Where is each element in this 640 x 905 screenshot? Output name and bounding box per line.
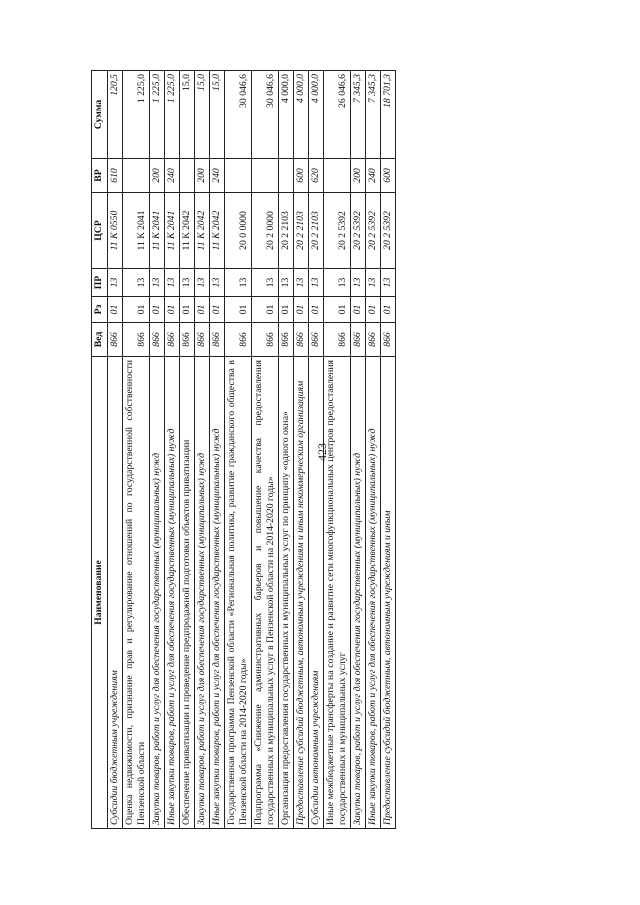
cell-pr: 13 <box>279 269 294 297</box>
cell-rz: 01 <box>381 297 396 323</box>
cell-csr: 20 2 5392 <box>324 193 351 269</box>
cell-ved: 866 <box>294 323 309 357</box>
cell-ved: 866 <box>225 323 252 357</box>
cell-vr: 600 <box>294 159 309 193</box>
cell-ved: 866 <box>381 323 396 357</box>
cell-vr <box>252 159 279 193</box>
table-row <box>150 71 165 829</box>
cell-pr: 13 <box>108 269 123 297</box>
cell-vr: 240 <box>210 159 225 193</box>
cell-name: Оценка недвижимости, признание прав и регулирование отношений по государственной собственности Пензенской области <box>123 357 150 829</box>
table-row <box>366 71 381 829</box>
cell-csr: 20 2 2103 <box>294 193 309 269</box>
cell-csr: 11 К 2041 <box>165 193 180 269</box>
table-row <box>279 71 294 829</box>
cell-csr: 20 2 2103 <box>279 193 294 269</box>
cell-sum: 30 046,6 <box>252 71 279 159</box>
cell-vr <box>279 159 294 193</box>
cell-vr: 200 <box>351 159 366 193</box>
table-body <box>108 71 396 829</box>
cell-ved: 866 <box>123 323 150 357</box>
cell-ved: 866 <box>366 323 381 357</box>
cell-rz: 01 <box>165 297 180 323</box>
cell-rz: 01 <box>351 297 366 323</box>
cell-name: Закупка товаров, работ и услуг для обеспечения государственных (муниципальных) нужд <box>150 357 165 829</box>
cell-name: Организация предоставления государственных и муниципальных услуг по принципу «одного окна» <box>279 357 294 829</box>
cell-ved: 866 <box>324 323 351 357</box>
cell-name: Закупка товаров, работ и услуг для обеспечения государственных (муниципальных) нужд <box>195 357 210 829</box>
table-row <box>210 71 225 829</box>
cell-name: Предоставление субсидий бюджетным, автономным учреждениям и иным некоммерческим организациям <box>294 357 309 829</box>
cell-pr: 13 <box>381 269 396 297</box>
table-row <box>225 71 252 829</box>
page-number: 423 <box>315 443 329 461</box>
cell-csr: 20 2 2103 <box>309 193 324 269</box>
cell-sum: 18 701,3 <box>381 71 396 159</box>
cell-vr <box>324 159 351 193</box>
cell-name: Иные закупки товаров, работ и услуг для обеспечения государственных (муниципальных) нужд <box>366 357 381 829</box>
cell-name: Субсидии бюджетным учреждениям <box>108 357 123 829</box>
cell-rz: 01 <box>324 297 351 323</box>
cell-rz: 01 <box>108 297 123 323</box>
cell-csr: 20 2 5392 <box>366 193 381 269</box>
cell-sum: 4 000,0 <box>279 71 294 159</box>
cell-ved: 866 <box>195 323 210 357</box>
header-name: Наименование <box>92 357 108 829</box>
cell-vr: 600 <box>381 159 396 193</box>
cell-rz: 01 <box>252 297 279 323</box>
cell-vr: 200 <box>195 159 210 193</box>
cell-name: Иные межбюджетные трансферты на создание и развитие сети многофункциональных центров предоставления государственных и муниципальных услуг <box>324 357 351 829</box>
cell-vr <box>225 159 252 193</box>
cell-sum: 1 225,0 <box>150 71 165 159</box>
cell-ved: 866 <box>309 323 324 357</box>
cell-vr <box>180 159 195 193</box>
table-row <box>165 71 180 829</box>
cell-pr: 13 <box>195 269 210 297</box>
table-header-row <box>92 71 108 829</box>
table-row <box>294 71 309 829</box>
cell-name: Предоставление субсидий бюджетным, автономным учреждениям и иным <box>381 357 396 829</box>
cell-pr: 13 <box>225 269 252 297</box>
cell-rz: 01 <box>150 297 165 323</box>
cell-csr: 11 К 2041 <box>123 193 150 269</box>
cell-ved: 866 <box>210 323 225 357</box>
cell-sum: 26 046,6 <box>324 71 351 159</box>
cell-sum: 30 046,6 <box>225 71 252 159</box>
cell-vr: 240 <box>165 159 180 193</box>
cell-sum: 1 225,0 <box>123 71 150 159</box>
cell-ved: 866 <box>252 323 279 357</box>
table-row <box>381 71 396 829</box>
cell-sum: 15,0 <box>180 71 195 159</box>
table-row <box>324 71 351 829</box>
table-row <box>351 71 366 829</box>
cell-pr: 13 <box>324 269 351 297</box>
cell-sum: 1 225,0 <box>165 71 180 159</box>
cell-rz: 01 <box>294 297 309 323</box>
cell-name: Закупка товаров, работ и услуг для обеспечения государственных (муниципальных) нужд <box>351 357 366 829</box>
cell-ved: 866 <box>351 323 366 357</box>
table-row <box>108 71 123 829</box>
cell-pr: 13 <box>252 269 279 297</box>
table-row <box>195 71 210 829</box>
cell-pr: 13 <box>351 269 366 297</box>
cell-sum: 7 345,3 <box>351 71 366 159</box>
cell-csr: 11 К 2042 <box>195 193 210 269</box>
cell-pr: 13 <box>294 269 309 297</box>
cell-csr: 11 К 2042 <box>210 193 225 269</box>
cell-csr: 20 0 0000 <box>225 193 252 269</box>
cell-name: Субсидии автономным учреждениям <box>309 357 324 829</box>
header-vr: ВР <box>92 159 108 193</box>
cell-pr: 13 <box>123 269 150 297</box>
cell-rz: 01 <box>195 297 210 323</box>
cell-pr: 13 <box>210 269 225 297</box>
cell-sum: 15,0 <box>195 71 210 159</box>
budget-table <box>91 70 396 829</box>
cell-vr: 200 <box>150 159 165 193</box>
cell-pr: 13 <box>180 269 195 297</box>
cell-rz: 01 <box>366 297 381 323</box>
cell-name: Подпрограмма «Снижение административных барьеров и повышение качества предоставления государственных и муниципальных услуг в Пензенской области на 2014-2020 годы» <box>252 357 279 829</box>
cell-name: Государственная программа Пензенской области «Региональная политика, развитие гражданского общества в Пензенской области на 2014-2020 годы» <box>225 357 252 829</box>
cell-sum: 120,5 <box>108 71 123 159</box>
cell-csr: 20 2 5392 <box>381 193 396 269</box>
header-csr: ЦСР <box>92 193 108 269</box>
table-row <box>180 71 195 829</box>
cell-ved: 866 <box>165 323 180 357</box>
header-ved: Вед <box>92 323 108 357</box>
cell-ved: 866 <box>108 323 123 357</box>
cell-pr: 13 <box>309 269 324 297</box>
cell-ved: 866 <box>279 323 294 357</box>
cell-rz: 01 <box>123 297 150 323</box>
cell-name: Иные закупки товаров, работ и услуг для обеспечения государственных (муниципальных) нужд <box>165 357 180 829</box>
cell-csr: 20 2 5392 <box>351 193 366 269</box>
table-row <box>252 71 279 829</box>
cell-pr: 13 <box>150 269 165 297</box>
cell-pr: 13 <box>366 269 381 297</box>
cell-sum: 15,0 <box>210 71 225 159</box>
cell-vr: 620 <box>309 159 324 193</box>
cell-sum: 4 000,0 <box>294 71 309 159</box>
cell-pr: 13 <box>165 269 180 297</box>
rotated-table-container <box>91 71 575 829</box>
cell-sum: 4 000,0 <box>309 71 324 159</box>
cell-sum: 7 345,3 <box>366 71 381 159</box>
header-sum: Сумма <box>92 71 108 159</box>
cell-csr: 11 К 0550 <box>108 193 123 269</box>
table-row <box>309 71 324 829</box>
cell-name: Иные закупки товаров, работ и услуг для обеспечения государственных (муниципальных) нужд <box>210 357 225 829</box>
cell-rz: 01 <box>210 297 225 323</box>
cell-ved: 866 <box>180 323 195 357</box>
cell-name: Обеспечение приватизации и проведение предпродажной подготовки объектов приватизации <box>180 357 195 829</box>
cell-csr: 11 К 2041 <box>150 193 165 269</box>
header-rz: Рз <box>92 297 108 323</box>
cell-vr <box>123 159 150 193</box>
cell-vr: 610 <box>108 159 123 193</box>
cell-rz: 01 <box>225 297 252 323</box>
cell-rz: 01 <box>279 297 294 323</box>
cell-ved: 866 <box>150 323 165 357</box>
table-row <box>123 71 150 829</box>
cell-csr: 11 К 2042 <box>180 193 195 269</box>
cell-csr: 20 2 0000 <box>252 193 279 269</box>
cell-rz: 01 <box>180 297 195 323</box>
cell-rz: 01 <box>309 297 324 323</box>
cell-vr: 240 <box>366 159 381 193</box>
header-pr: ПР <box>92 269 108 297</box>
